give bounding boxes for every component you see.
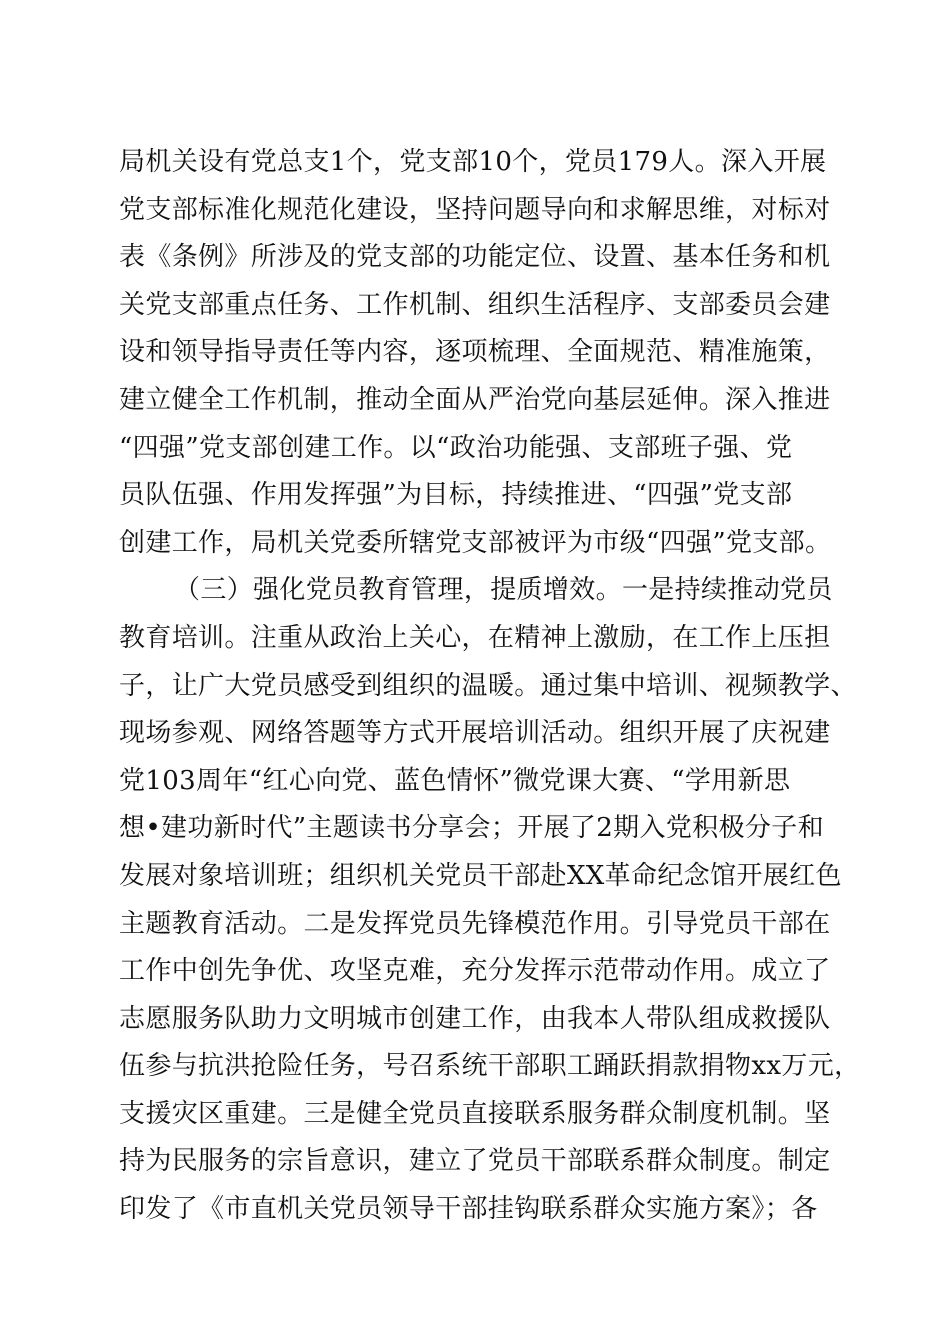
text-line: 子，让广大党员感受到组织的温暖。通过集中培训、视频教学、 [119,670,857,701]
section-heading-line: （三）强化党员教育管理，提质增效。一是持续推动党员 [174,575,833,606]
text-line: 员队伍强、作用发挥强”为目标，持续推进、“四强”党支部 [119,480,793,511]
text-line: 创建工作，局机关党委所辖党支部被评为市级“四强”党支部。 [119,527,832,558]
text-line: 表《条例》所涉及的党支部的功能定位、设置、基本任务和机 [119,242,831,273]
text-line: 教育培训。注重从政治上关心，在精神上激励，在工作上压担 [119,622,831,653]
text-line: 党支部标准化规范化建设，坚持问题导向和求解思维，对标对 [119,194,831,225]
text-line: 想•建功新时代”主题读书分享会；开展了2期入党积极分子和 [119,813,824,844]
text-line: “四强”党支部创建工作。以“政治功能强、支部班子强、党 [119,432,793,463]
text-line: 关党支部重点任务、工作机制、组织生活程序、支部委员会建 [119,289,831,320]
text-line: 主题教育活动。二是发挥党员先锋模范作用。引导党员干部在 [119,908,831,939]
text-line: 伍参与抗洪抢险任务，号召系统干部职工踊跃捐款捐物xx万元， [119,1051,861,1082]
text-line: 局机关设有党总支1个，党支部10个，党员179人。深入开展 [119,147,827,177]
text-line: 志愿服务队助力文明城市创建工作，由我本人带队组成救援队 [119,1003,831,1034]
text-line: 工作中创先争优、攻坚克难，充分发挥示范带动作用。成立了 [119,956,831,987]
text-line: 党103周年“红心向党、蓝色情怀”微党课大赛、“学用新思 [119,765,791,796]
body-text [119,139,861,1234]
text-line: 持为民服务的宗旨意识，建立了党员干部联系群众制度。制定 [119,1146,831,1177]
text-line: 印发了《市直机关党员领导干部挂钩联系群众实施方案》；各 [119,1194,818,1225]
text-line: 建立健全工作机制，推动全面从严治党向基层延伸。深入推进 [119,384,831,415]
text-line: 设和领导指导责任等内容，逐项梳理、全面规范、精准施策， [119,337,831,368]
text-line: 现场参观、网络答题等方式开展培训活动。组织开展了庆祝建 [119,718,831,749]
text-line: 发展对象培训班；组织机关党员干部赴XX革命纪念馆开展红色 [119,860,842,891]
text-line: 支援灾区重建。三是健全党员直接联系服务群众制度机制。坚 [119,1098,831,1129]
